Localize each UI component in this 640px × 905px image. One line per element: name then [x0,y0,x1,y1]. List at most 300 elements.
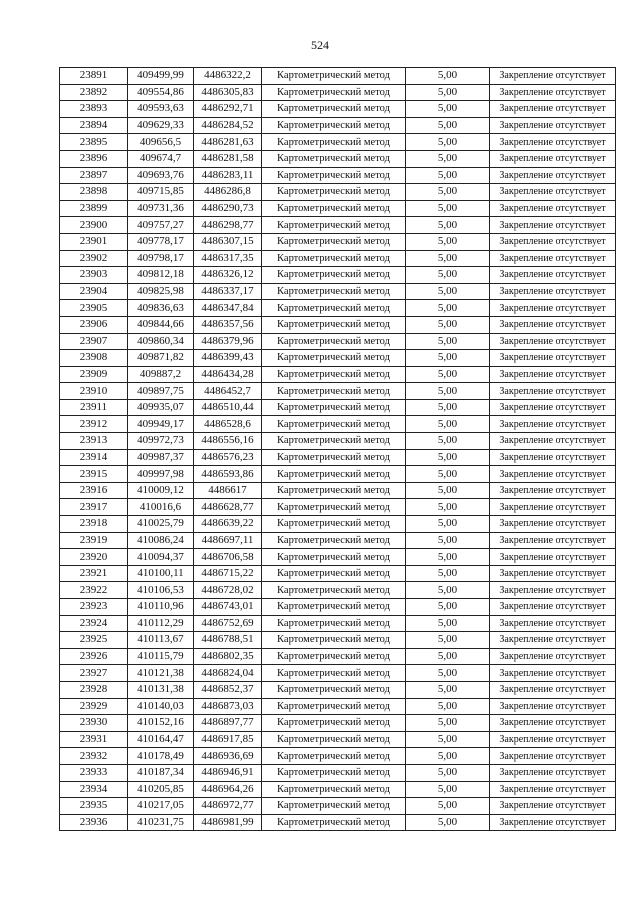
y-coordinate-cell: 4486715,22 [194,565,262,582]
method-cell: Картометрический метод [262,748,406,765]
fixing-cell: Закрепление отсутствует [490,449,616,466]
point-number-cell: 23895 [60,134,128,151]
accuracy-cell: 5,00 [406,316,490,333]
point-number-cell: 23934 [60,781,128,798]
method-cell: Картометрический метод [262,715,406,732]
point-number-cell: 23932 [60,748,128,765]
x-coordinate-cell: 409778,17 [128,233,194,250]
point-number-cell: 23923 [60,599,128,616]
fixing-cell: Закрепление отсутствует [490,764,616,781]
fixing-cell: Закрепление отсутствует [490,84,616,101]
y-coordinate-cell: 4486972,77 [194,798,262,815]
table-row [60,648,616,665]
point-number-cell: 23897 [60,167,128,184]
x-coordinate-cell: 410115,79 [128,648,194,665]
accuracy-cell: 5,00 [406,134,490,151]
fixing-cell: Закрепление отсутствует [490,433,616,450]
point-number-cell: 23909 [60,366,128,383]
x-coordinate-cell: 410094,37 [128,549,194,566]
fixing-cell: Закрепление отсутствует [490,532,616,549]
method-cell: Картометрический метод [262,516,406,533]
y-coordinate-cell: 4486292,71 [194,101,262,118]
x-coordinate-cell: 410009,12 [128,482,194,499]
y-coordinate-cell: 4486283,11 [194,167,262,184]
y-coordinate-cell: 4486326,12 [194,267,262,284]
accuracy-cell: 5,00 [406,68,490,85]
point-number-cell: 23906 [60,316,128,333]
accuracy-cell: 5,00 [406,615,490,632]
x-coordinate-cell: 409860,34 [128,333,194,350]
accuracy-cell: 5,00 [406,350,490,367]
table-row [60,383,616,400]
y-coordinate-cell: 4486617 [194,482,262,499]
y-coordinate-cell: 4486628,77 [194,499,262,516]
fixing-cell: Закрепление отсутствует [490,117,616,134]
fixing-cell: Закрепление отсутствует [490,233,616,250]
fixing-cell: Закрепление отсутствует [490,499,616,516]
method-cell: Картометрический метод [262,366,406,383]
point-number-cell: 23928 [60,681,128,698]
y-coordinate-cell: 4486317,35 [194,250,262,267]
fixing-cell: Закрепление отсутствует [490,399,616,416]
accuracy-cell: 5,00 [406,466,490,483]
x-coordinate-cell: 409757,27 [128,217,194,234]
y-coordinate-cell: 4486917,85 [194,731,262,748]
method-cell: Картометрический метод [262,615,406,632]
x-coordinate-cell: 409949,17 [128,416,194,433]
point-number-cell: 23911 [60,399,128,416]
fixing-cell: Закрепление отсутствует [490,134,616,151]
x-coordinate-cell: 410152,16 [128,715,194,732]
accuracy-cell: 5,00 [406,84,490,101]
fixing-cell: Закрепление отсутствует [490,681,616,698]
y-coordinate-cell: 4486897,77 [194,715,262,732]
table-row [60,532,616,549]
fixing-cell: Закрепление отсутствует [490,814,616,831]
y-coordinate-cell: 4486452,7 [194,383,262,400]
fixing-cell: Закрепление отсутствует [490,350,616,367]
accuracy-cell: 5,00 [406,200,490,217]
point-number-cell: 23905 [60,300,128,317]
method-cell: Картометрический метод [262,84,406,101]
fixing-cell: Закрепление отсутствует [490,665,616,682]
fixing-cell: Закрепление отсутствует [490,781,616,798]
table-row [60,466,616,483]
method-cell: Картометрический метод [262,482,406,499]
accuracy-cell: 5,00 [406,698,490,715]
accuracy-cell: 5,00 [406,499,490,516]
accuracy-cell: 5,00 [406,798,490,815]
point-number-cell: 23914 [60,449,128,466]
y-coordinate-cell: 4486824,04 [194,665,262,682]
method-cell: Картометрический метод [262,316,406,333]
fixing-cell: Закрепление отсутствует [490,599,616,616]
accuracy-cell: 5,00 [406,250,490,267]
x-coordinate-cell: 409731,36 [128,200,194,217]
x-coordinate-cell: 410205,85 [128,781,194,798]
y-coordinate-cell: 4486728,02 [194,582,262,599]
accuracy-cell: 5,00 [406,532,490,549]
method-cell: Картометрический метод [262,200,406,217]
table-row [60,316,616,333]
table-row [60,582,616,599]
point-number-cell: 23918 [60,516,128,533]
table-row [60,217,616,234]
accuracy-cell: 5,00 [406,267,490,284]
fixing-cell: Закрепление отсутствует [490,632,616,649]
y-coordinate-cell: 4486697,11 [194,532,262,549]
table-row [60,731,616,748]
point-number-cell: 23894 [60,117,128,134]
x-coordinate-cell: 409715,85 [128,184,194,201]
method-cell: Картометрический метод [262,283,406,300]
y-coordinate-cell: 4486298,77 [194,217,262,234]
table-row [60,698,616,715]
method-cell: Картометрический метод [262,798,406,815]
point-number-cell: 23892 [60,84,128,101]
point-number-cell: 23902 [60,250,128,267]
accuracy-cell: 5,00 [406,117,490,134]
fixing-cell: Закрепление отсутствует [490,184,616,201]
y-coordinate-cell: 4486639,22 [194,516,262,533]
point-number-cell: 23900 [60,217,128,234]
method-cell: Картометрический метод [262,117,406,134]
fixing-cell: Закрепление отсутствует [490,698,616,715]
y-coordinate-cell: 4486290,73 [194,200,262,217]
point-number-cell: 23910 [60,383,128,400]
accuracy-cell: 5,00 [406,764,490,781]
table-row [60,267,616,284]
x-coordinate-cell: 409554,86 [128,84,194,101]
coordinates-table [59,67,616,831]
x-coordinate-cell: 410106,53 [128,582,194,599]
method-cell: Картометрический метод [262,300,406,317]
accuracy-cell: 5,00 [406,648,490,665]
point-number-cell: 23933 [60,764,128,781]
y-coordinate-cell: 4486873,03 [194,698,262,715]
fixing-cell: Закрепление отсутствует [490,565,616,582]
x-coordinate-cell: 410131,38 [128,681,194,698]
point-number-cell: 23904 [60,283,128,300]
method-cell: Картометрический метод [262,781,406,798]
fixing-cell: Закрепление отсутствует [490,366,616,383]
point-number-cell: 23916 [60,482,128,499]
table-row [60,565,616,582]
table-row [60,499,616,516]
point-number-cell: 23927 [60,665,128,682]
table-row [60,599,616,616]
method-cell: Картометрический метод [262,582,406,599]
method-cell: Картометрический метод [262,648,406,665]
table-row [60,200,616,217]
point-number-cell: 23924 [60,615,128,632]
table-row [60,399,616,416]
method-cell: Картометрический метод [262,399,406,416]
method-cell: Картометрический метод [262,532,406,549]
point-number-cell: 23898 [60,184,128,201]
fixing-cell: Закрепление отсутствует [490,68,616,85]
accuracy-cell: 5,00 [406,814,490,831]
y-coordinate-cell: 4486706,58 [194,549,262,566]
method-cell: Картометрический метод [262,499,406,516]
x-coordinate-cell: 410121,38 [128,665,194,682]
x-coordinate-cell: 410100,11 [128,565,194,582]
method-cell: Картометрический метод [262,698,406,715]
point-number-cell: 23913 [60,433,128,450]
point-number-cell: 23921 [60,565,128,582]
point-number-cell: 23899 [60,200,128,217]
fixing-cell: Закрепление отсутствует [490,416,616,433]
x-coordinate-cell: 409629,33 [128,117,194,134]
fixing-cell: Закрепление отсутствует [490,267,616,284]
accuracy-cell: 5,00 [406,233,490,250]
accuracy-cell: 5,00 [406,150,490,167]
fixing-cell: Закрепление отсутствует [490,466,616,483]
table-row [60,134,616,151]
method-cell: Картометрический метод [262,101,406,118]
accuracy-cell: 5,00 [406,283,490,300]
method-cell: Картометрический метод [262,764,406,781]
accuracy-cell: 5,00 [406,731,490,748]
accuracy-cell: 5,00 [406,399,490,416]
fixing-cell: Закрепление отсутствует [490,300,616,317]
fixing-cell: Закрепление отсутствует [490,615,616,632]
accuracy-cell: 5,00 [406,582,490,599]
x-coordinate-cell: 410178,49 [128,748,194,765]
table-row [60,84,616,101]
point-number-cell: 23915 [60,466,128,483]
accuracy-cell: 5,00 [406,665,490,682]
y-coordinate-cell: 4486936,69 [194,748,262,765]
table-row [60,350,616,367]
x-coordinate-cell: 410187,34 [128,764,194,781]
accuracy-cell: 5,00 [406,416,490,433]
y-coordinate-cell: 4486510,44 [194,399,262,416]
point-number-cell: 23901 [60,233,128,250]
x-coordinate-cell: 409812,18 [128,267,194,284]
x-coordinate-cell: 409693,76 [128,167,194,184]
y-coordinate-cell: 4486788,51 [194,632,262,649]
x-coordinate-cell: 410217,05 [128,798,194,815]
method-cell: Картометрический метод [262,350,406,367]
y-coordinate-cell: 4486357,56 [194,316,262,333]
accuracy-cell: 5,00 [406,482,490,499]
point-number-cell: 23907 [60,333,128,350]
table-row [60,632,616,649]
x-coordinate-cell: 410113,67 [128,632,194,649]
accuracy-cell: 5,00 [406,383,490,400]
x-coordinate-cell: 410086,24 [128,532,194,549]
x-coordinate-cell: 409836,63 [128,300,194,317]
y-coordinate-cell: 4486286,8 [194,184,262,201]
accuracy-cell: 5,00 [406,449,490,466]
x-coordinate-cell: 409972,73 [128,433,194,450]
x-coordinate-cell: 409871,82 [128,350,194,367]
fixing-cell: Закрепление отсутствует [490,333,616,350]
fixing-cell: Закрепление отсутствует [490,516,616,533]
method-cell: Картометрический метод [262,731,406,748]
table-row [60,366,616,383]
table-row [60,300,616,317]
point-number-cell: 23926 [60,648,128,665]
accuracy-cell: 5,00 [406,167,490,184]
y-coordinate-cell: 4486964,26 [194,781,262,798]
method-cell: Картометрический метод [262,549,406,566]
accuracy-cell: 5,00 [406,217,490,234]
point-number-cell: 23929 [60,698,128,715]
fixing-cell: Закрепление отсутствует [490,731,616,748]
table-row [60,150,616,167]
table-row [60,250,616,267]
point-number-cell: 23931 [60,731,128,748]
fixing-cell: Закрепление отсутствует [490,383,616,400]
table-row [60,715,616,732]
x-coordinate-cell: 409887,2 [128,366,194,383]
fixing-cell: Закрепление отсутствует [490,200,616,217]
method-cell: Картометрический метод [262,333,406,350]
y-coordinate-cell: 4486322,2 [194,68,262,85]
y-coordinate-cell: 4486593,86 [194,466,262,483]
point-number-cell: 23903 [60,267,128,284]
table-row [60,681,616,698]
table-row [60,781,616,798]
point-number-cell: 23891 [60,68,128,85]
table-row [60,764,616,781]
table-row [60,665,616,682]
table-row [60,748,616,765]
accuracy-cell: 5,00 [406,101,490,118]
y-coordinate-cell: 4486556,16 [194,433,262,450]
method-cell: Картометрический метод [262,814,406,831]
y-coordinate-cell: 4486802,35 [194,648,262,665]
accuracy-cell: 5,00 [406,549,490,566]
fixing-cell: Закрепление отсутствует [490,283,616,300]
table-row [60,482,616,499]
accuracy-cell: 5,00 [406,781,490,798]
method-cell: Картометрический метод [262,433,406,450]
method-cell: Картометрический метод [262,383,406,400]
table-row [60,184,616,201]
y-coordinate-cell: 4486752,69 [194,615,262,632]
y-coordinate-cell: 4486399,43 [194,350,262,367]
y-coordinate-cell: 4486434,28 [194,366,262,383]
method-cell: Картометрический метод [262,250,406,267]
point-number-cell: 23935 [60,798,128,815]
point-number-cell: 23896 [60,150,128,167]
method-cell: Картометрический метод [262,449,406,466]
y-coordinate-cell: 4486946,91 [194,764,262,781]
fixing-cell: Закрепление отсутствует [490,150,616,167]
table-row [60,416,616,433]
point-number-cell: 23925 [60,632,128,649]
table-row [60,68,616,85]
x-coordinate-cell: 410231,75 [128,814,194,831]
x-coordinate-cell: 410112,29 [128,615,194,632]
fixing-cell: Закрепление отсутствует [490,482,616,499]
fixing-cell: Закрепление отсутствует [490,798,616,815]
x-coordinate-cell: 409593,63 [128,101,194,118]
table-row [60,449,616,466]
x-coordinate-cell: 410164,47 [128,731,194,748]
accuracy-cell: 5,00 [406,715,490,732]
method-cell: Картометрический метод [262,150,406,167]
fixing-cell: Закрепление отсутствует [490,167,616,184]
table-row [60,516,616,533]
table-row [60,798,616,815]
x-coordinate-cell: 409997,98 [128,466,194,483]
y-coordinate-cell: 4486379,96 [194,333,262,350]
table-row [60,233,616,250]
table-row [60,549,616,566]
y-coordinate-cell: 4486576,23 [194,449,262,466]
method-cell: Картометрический метод [262,466,406,483]
x-coordinate-cell: 409844,66 [128,316,194,333]
y-coordinate-cell: 4486281,58 [194,150,262,167]
point-number-cell: 23893 [60,101,128,118]
coordinates-table-body [60,68,616,831]
x-coordinate-cell: 409499,99 [128,68,194,85]
fixing-cell: Закрепление отсутствует [490,549,616,566]
method-cell: Картометрический метод [262,184,406,201]
method-cell: Картометрический метод [262,632,406,649]
point-number-cell: 23917 [60,499,128,516]
method-cell: Картометрический метод [262,217,406,234]
point-number-cell: 23908 [60,350,128,367]
method-cell: Картометрический метод [262,233,406,250]
x-coordinate-cell: 409935,07 [128,399,194,416]
fixing-cell: Закрепление отсутствует [490,316,616,333]
table-row [60,433,616,450]
x-coordinate-cell: 409825,98 [128,283,194,300]
fixing-cell: Закрепление отсутствует [490,715,616,732]
accuracy-cell: 5,00 [406,433,490,450]
table-row [60,101,616,118]
fixing-cell: Закрепление отсутствует [490,748,616,765]
y-coordinate-cell: 4486528,6 [194,416,262,433]
x-coordinate-cell: 409656,5 [128,134,194,151]
accuracy-cell: 5,00 [406,300,490,317]
x-coordinate-cell: 409798,17 [128,250,194,267]
table-row [60,615,616,632]
fixing-cell: Закрепление отсутствует [490,101,616,118]
x-coordinate-cell: 410140,03 [128,698,194,715]
accuracy-cell: 5,00 [406,748,490,765]
y-coordinate-cell: 4486284,52 [194,117,262,134]
accuracy-cell: 5,00 [406,516,490,533]
fixing-cell: Закрепление отсутствует [490,648,616,665]
y-coordinate-cell: 4486281,63 [194,134,262,151]
fixing-cell: Закрепление отсутствует [490,582,616,599]
page-number: 524 [311,38,329,52]
accuracy-cell: 5,00 [406,681,490,698]
y-coordinate-cell: 4486852,37 [194,681,262,698]
accuracy-cell: 5,00 [406,333,490,350]
table-row [60,117,616,134]
method-cell: Картометрический метод [262,167,406,184]
x-coordinate-cell: 409897,75 [128,383,194,400]
table-row [60,167,616,184]
y-coordinate-cell: 4486307,15 [194,233,262,250]
method-cell: Картометрический метод [262,681,406,698]
point-number-cell: 23922 [60,582,128,599]
accuracy-cell: 5,00 [406,632,490,649]
point-number-cell: 23919 [60,532,128,549]
table-row [60,333,616,350]
method-cell: Картометрический метод [262,267,406,284]
accuracy-cell: 5,00 [406,599,490,616]
method-cell: Картометрический метод [262,68,406,85]
point-number-cell: 23912 [60,416,128,433]
